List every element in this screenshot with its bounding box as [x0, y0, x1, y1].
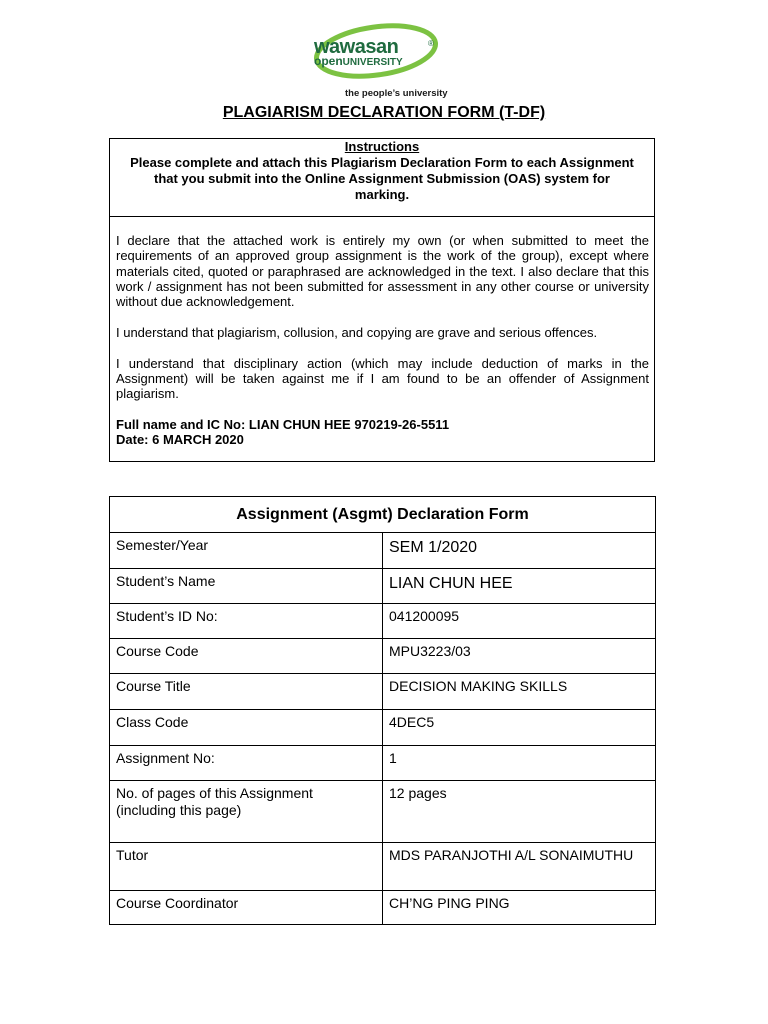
- pages-label-line-1: No. of pages of this: [116, 785, 237, 801]
- row-value-student-name: LIAN CHUN HEE: [383, 569, 656, 604]
- row-value-course-code: MPU3223/03: [383, 639, 656, 674]
- plagiarism-declaration-box: [109, 138, 655, 462]
- university-logo: [300, 14, 460, 102]
- table-row: [110, 891, 656, 925]
- instructions-text: Please complete and attach this Plagiarism Declaration Form to each Assignment that you submit into the Online Assignment Submission (OAS) system for marking.: [130, 155, 634, 202]
- table-row: [110, 569, 656, 604]
- row-label-tutor: Tutor: [110, 843, 383, 891]
- row-label-course-coordinator: Course Coordinator: [110, 891, 383, 925]
- row-value-class-code: 4DEC5: [383, 710, 656, 746]
- row-label-student-id: Student’s ID No:: [110, 604, 383, 639]
- logo-tagline: the people’s university: [345, 88, 448, 99]
- row-label-semester: Semester/Year: [110, 533, 383, 569]
- assignment-declaration-table: [109, 496, 656, 925]
- instructions-section: [110, 139, 654, 217]
- declaration-paragraph-1: I declare that the attached work is entirely my own (or when submitted to meet the requirements of an approved group assignment is the work of the group), except where materials cited, quoted or paraphrased are acknowledged in the text. I also declare that this work / assignment has not been submitted for assessment in any other course or university without due acknowledgement.: [116, 233, 649, 310]
- row-value-semester: SEM 1/2020: [383, 533, 656, 569]
- table-row: [110, 710, 656, 746]
- instructions-heading: Instructions: [344, 139, 420, 154]
- row-value-tutor: MDS PARANJOTHI A/L SONAIMUTHU: [383, 843, 656, 891]
- declaration-paragraph-3: I understand that disciplinary action (which may include deduction of marks in the Assignment) will be taken against me if I am found to be an offender of Assignment plagiarism.: [116, 355, 649, 402]
- logo-university-text: UNIVERSITY: [342, 57, 403, 68]
- table-header-row: [110, 497, 656, 533]
- table-row: [110, 746, 656, 781]
- full-name-ic-line: Full name and IC No: LIAN CHUN HEE 970219-26-5511: [116, 417, 450, 433]
- table-row: [110, 674, 656, 710]
- row-label-number-of-pages: [110, 781, 383, 843]
- row-value-student-id: 041200095: [383, 604, 656, 639]
- row-value-number-of-pages: 12 pages: [383, 781, 656, 843]
- declaration-section: [110, 217, 654, 448]
- row-label-class-code: Class Code: [110, 710, 383, 746]
- declaration-paragraph-2: I understand that plagiarism, collusion, and copying are grave and serious offences.: [116, 324, 598, 340]
- logo-open-text: open: [314, 54, 343, 68]
- table-row: [110, 843, 656, 891]
- assignment-form-title: Assignment (Asgmt) Declaration Form: [110, 497, 656, 533]
- date-line: Date: 6 MARCH 2020: [116, 432, 244, 448]
- logo-wawasan-text: wawasan: [314, 36, 399, 58]
- row-label-course-code: Course Code: [110, 639, 383, 674]
- table-row: [110, 533, 656, 569]
- table-row: [110, 781, 656, 843]
- row-value-course-coordinator: CH’NG PING PING: [383, 891, 656, 925]
- table-row: [110, 639, 656, 674]
- row-label-assignment-no: Assignment No:: [110, 746, 383, 781]
- row-value-assignment-no: 1: [383, 746, 656, 781]
- row-label-course-title: Course Title: [110, 674, 383, 710]
- pages-label-line-3: page): [205, 802, 242, 818]
- logo-registered-mark: ®: [428, 39, 434, 48]
- page-title: PLAGIARISM DECLARATION FORM (T-DF): [222, 104, 546, 121]
- pages-label-line-2: Assignment (including this: [116, 785, 313, 818]
- logo-open-university-text: [314, 54, 403, 68]
- table-row: [110, 604, 656, 639]
- row-value-course-title: DECISION MAKING SKILLS: [383, 674, 656, 710]
- row-label-student-name: Student’s Name: [110, 569, 383, 604]
